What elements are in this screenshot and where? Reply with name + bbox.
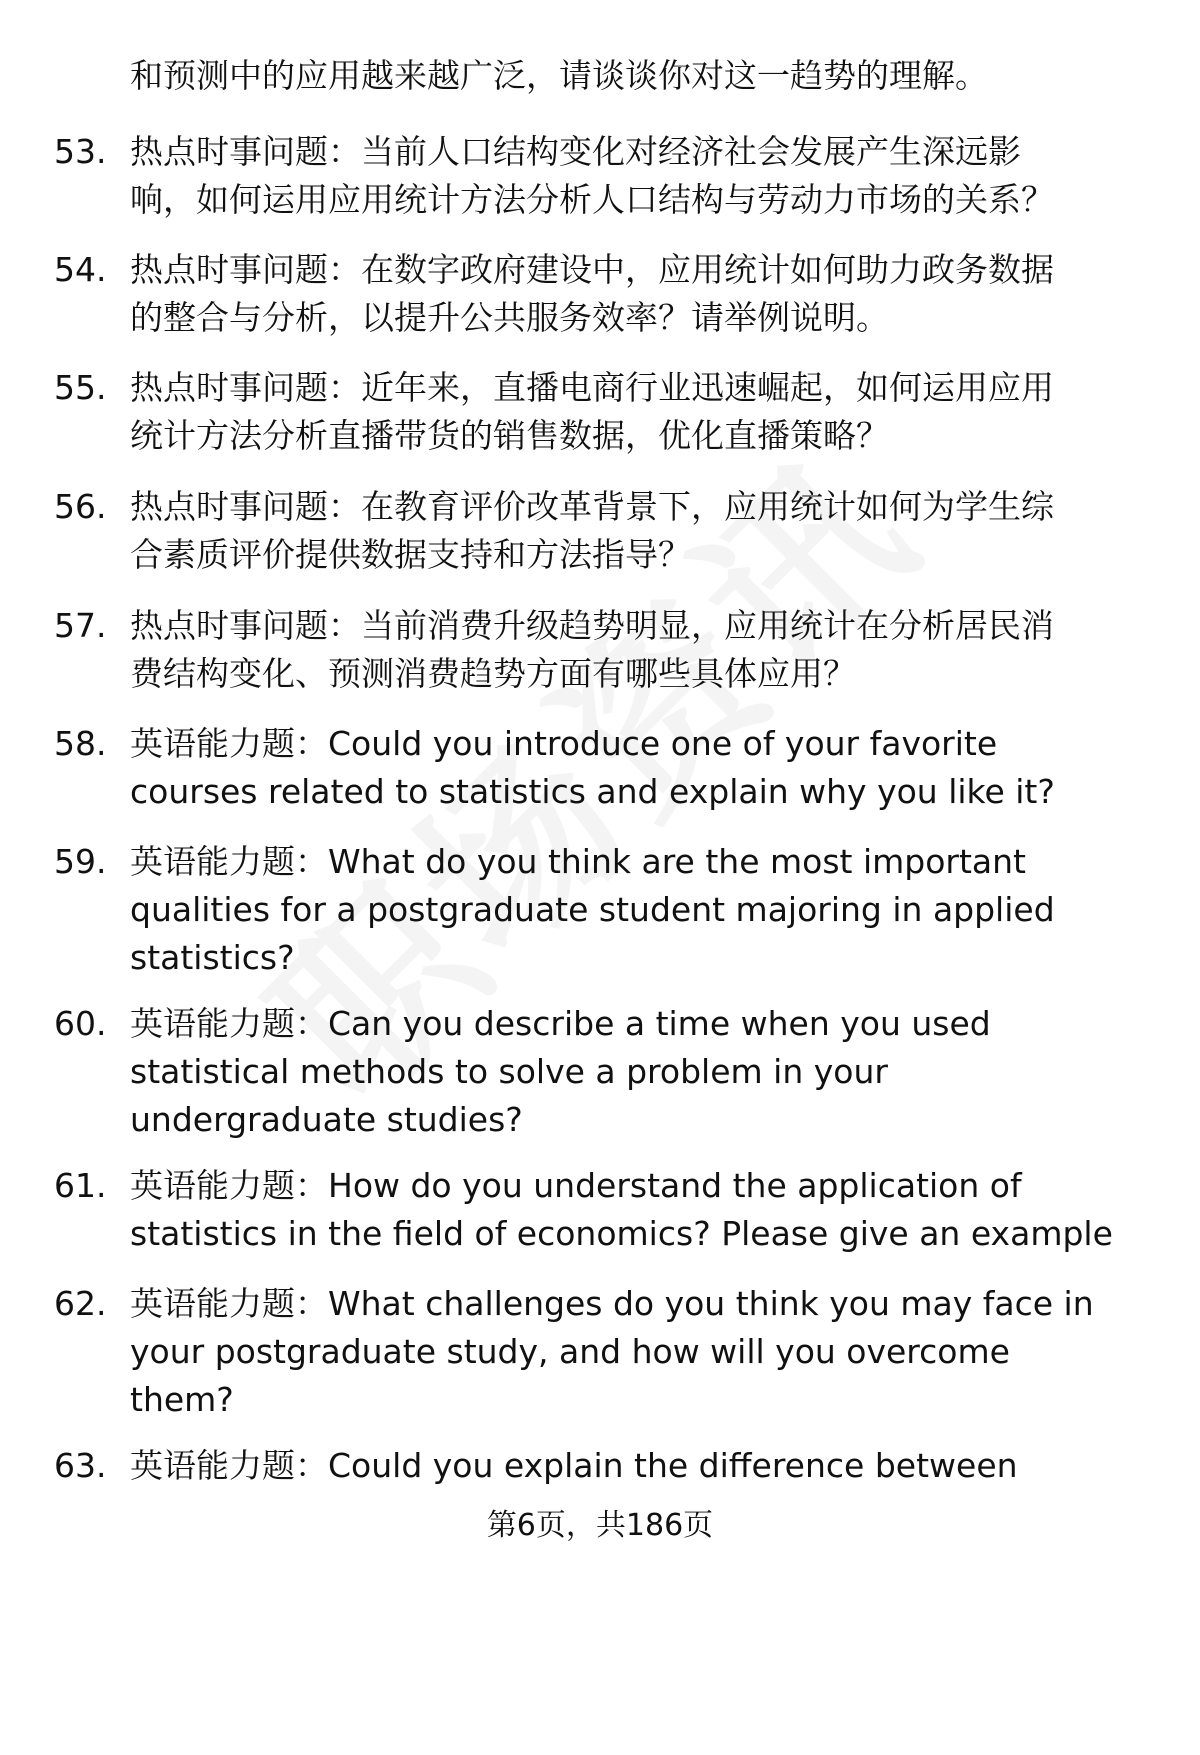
question-text [130, 838, 1140, 982]
question-line: 热点时事问题：当前消费升级趋势明显，应用统计在分析居民消 [130, 606, 1054, 645]
question-number: 61. [54, 1166, 107, 1205]
question-line: 统计方法分析直播带货的销售数据，优化直播策略？ [130, 416, 889, 455]
question-line: your postgraduate study, and how will you overcome [130, 1332, 1010, 1371]
question-text [130, 1280, 1140, 1424]
question-text [130, 364, 1140, 460]
question-line: 英语能力题：What do you think are the most important [130, 842, 1026, 881]
question-line: them? [130, 1380, 234, 1419]
question-text [130, 246, 1140, 342]
question-line: 英语能力题：Can you describe a time when you used [130, 1004, 991, 1043]
question-line: 合素质评价提供数据支持和方法指导？ [130, 535, 691, 574]
question-number: 62. [54, 1284, 107, 1323]
question-line: statistics in the field of economics? Please give an example [130, 1214, 1113, 1253]
question-text [130, 720, 1140, 816]
question-text [130, 483, 1140, 579]
question-line: 热点时事问题：在教育评价改革背景下，应用统计如何为学生综 [130, 487, 1054, 526]
question-line: 英语能力题：What challenges do you think you may face in [130, 1284, 1094, 1323]
question-text [130, 128, 1140, 224]
question-line: statistical methods to solve a problem in your [130, 1052, 888, 1091]
question-number: 53. [54, 132, 107, 171]
question-line: qualities for a postgraduate student majoring in applied [130, 890, 1055, 929]
question-line: 英语能力题：Could you introduce one of your favorite [130, 724, 998, 763]
question-number: 60. [54, 1004, 107, 1043]
question-number: 56. [54, 487, 107, 526]
question-line: 英语能力题：How do you understand the application of [130, 1166, 1022, 1205]
continuation-line: 和预测中的应用越来越广泛，请谈谈你对这一趋势的理解。 [130, 56, 988, 95]
question-number: 57. [54, 606, 107, 645]
question-text [130, 1000, 1140, 1144]
page-indicator: 第6页，共186页 [486, 1508, 714, 1543]
question-number: 55. [54, 368, 107, 407]
question-line: 英语能力题：Could you explain the difference between [130, 1446, 1018, 1485]
question-number: 58. [54, 724, 107, 763]
question-number: 63. [54, 1446, 107, 1485]
question-number: 59. [54, 842, 107, 881]
question-line: 热点时事问题：近年来，直播电商行业迅速崛起，如何运用应用 [130, 368, 1054, 407]
question-line: 的整合与分析，以提升公共服务效率？请举例说明。 [130, 298, 889, 337]
question-number: 54. [54, 250, 107, 289]
question-line: 热点时事问题：在数字政府建设中，应用统计如何助力政务数据 [130, 250, 1054, 289]
question-text [130, 1162, 1140, 1258]
question-text [130, 1442, 1140, 1490]
question-line: 热点时事问题：当前人口结构变化对经济社会发展产生深远影 [130, 132, 1021, 171]
question-line: 费结构变化、预测消费趋势方面有哪些具体应用？ [130, 654, 856, 693]
question-text [130, 602, 1140, 698]
question-line: statistics? [130, 938, 295, 977]
question-line: 响，如何运用应用统计方法分析人口结构与劳动力市场的关系？ [130, 180, 1054, 219]
question-line: courses related to statistics and explain why you like it? [130, 772, 1055, 811]
question-line: undergraduate studies? [130, 1100, 523, 1139]
